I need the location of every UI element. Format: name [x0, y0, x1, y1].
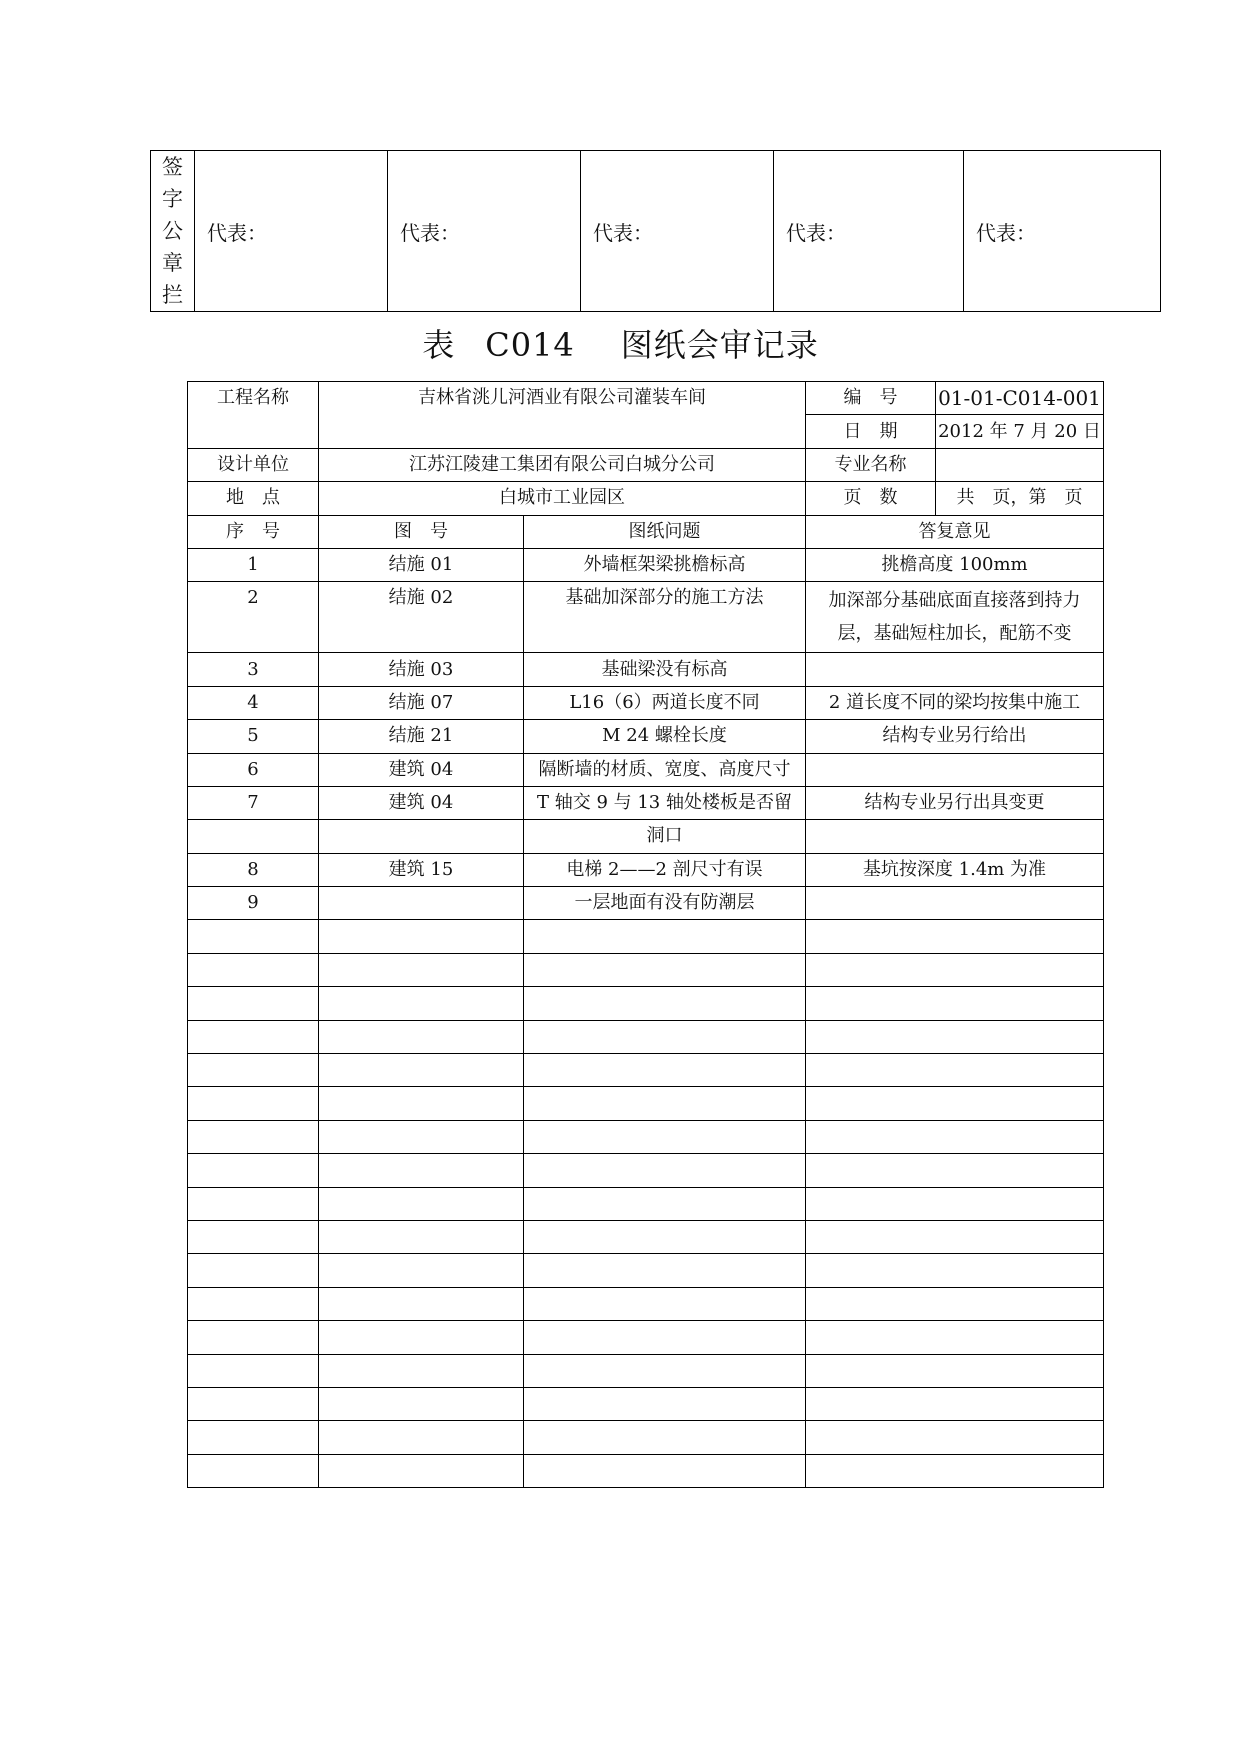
empty-cell	[524, 1421, 806, 1454]
project-name-label: 工程名称	[188, 382, 319, 449]
empty-cell	[188, 1354, 319, 1387]
empty-cell	[806, 1087, 1104, 1120]
table-row: 3 结施 03 基础梁没有标高	[188, 653, 1104, 686]
signature-label: 签 字 公 章 拦	[151, 151, 195, 312]
empty-cell	[806, 1187, 1104, 1220]
page-title	[0, 320, 1241, 366]
location-value: 白城市工业园区	[319, 482, 806, 515]
empty-row	[188, 920, 1104, 953]
empty-cell	[524, 1254, 806, 1287]
empty-row	[188, 1354, 1104, 1387]
empty-cell	[319, 1187, 524, 1220]
empty-cell	[188, 953, 319, 986]
date-label: 日 期	[806, 415, 936, 448]
empty-cell	[806, 1387, 1104, 1420]
empty-cell	[524, 953, 806, 986]
empty-row	[188, 1321, 1104, 1354]
column-header-no: 序 号	[188, 515, 319, 548]
reply-cell: 加深部分基础底面直接落到持力 层，基础短柱加长，配筋不变	[806, 582, 1104, 653]
empty-cell	[188, 1054, 319, 1087]
empty-cell	[806, 1020, 1104, 1053]
empty-cell	[319, 1254, 524, 1287]
empty-cell	[188, 1020, 319, 1053]
empty-cell	[524, 1187, 806, 1220]
empty-row	[188, 1454, 1104, 1487]
representative-cell-2: 代表：	[388, 151, 581, 312]
empty-cell	[188, 1220, 319, 1253]
empty-cell	[806, 1054, 1104, 1087]
empty-cell	[188, 1187, 319, 1220]
empty-row	[188, 1087, 1104, 1120]
representative-cell-4: 代表：	[774, 151, 964, 312]
table-row: 5 结施 21 M 24 螺栓长度 结构专业另行给出	[188, 720, 1104, 753]
table-row: 6 建筑 04 隔断墙的材质、宽度、高度尺寸	[188, 753, 1104, 786]
project-name-value: 吉林省洮儿河酒业有限公司灌装车间	[319, 382, 806, 449]
empty-row	[188, 1287, 1104, 1320]
empty-cell	[806, 1354, 1104, 1387]
empty-cell	[524, 1054, 806, 1087]
title-code: C014	[485, 326, 575, 364]
empty-cell	[319, 953, 524, 986]
empty-cell	[319, 1387, 524, 1420]
table-row: 9 一层地面有没有防潮层	[188, 887, 1104, 920]
column-header-drawing: 图 号	[319, 515, 524, 548]
pages-label: 页 数	[806, 482, 936, 515]
empty-cell	[524, 1154, 806, 1187]
empty-cell	[806, 1154, 1104, 1187]
empty-cell	[806, 953, 1104, 986]
date-value: 2012 年 7 月 20 日	[936, 415, 1104, 448]
table-row: 2 结施 02 基础加深部分的施工方法 加深部分基础底面直接落到持力 层，基础短柱加长，配筋不变	[188, 582, 1104, 653]
empty-cell	[319, 987, 524, 1020]
empty-cell	[188, 1321, 319, 1354]
empty-cell	[319, 1421, 524, 1454]
specialty-value	[936, 448, 1104, 481]
empty-cell	[806, 1287, 1104, 1320]
empty-cell	[319, 1120, 524, 1153]
empty-cell	[188, 1421, 319, 1454]
empty-row	[188, 987, 1104, 1020]
representative-cell-3: 代表：	[581, 151, 774, 312]
empty-cell	[319, 1087, 524, 1120]
representative-cell-5: 代表：	[964, 151, 1161, 312]
empty-cell	[524, 1120, 806, 1153]
table-row: 4 结施 07 L16（6）两道长度不同 2 道长度不同的梁均按集中施工	[188, 686, 1104, 719]
empty-cell	[188, 1087, 319, 1120]
empty-cell	[319, 1287, 524, 1320]
empty-cell	[524, 1387, 806, 1420]
empty-row	[188, 1020, 1104, 1053]
empty-cell	[188, 1254, 319, 1287]
empty-cell	[524, 1454, 806, 1487]
empty-cell	[524, 1354, 806, 1387]
empty-row	[188, 1254, 1104, 1287]
empty-row	[188, 1187, 1104, 1220]
location-label: 地 点	[188, 482, 319, 515]
empty-row	[188, 1220, 1104, 1253]
title-name: 图纸会审记录	[620, 326, 819, 364]
column-header-issue: 图纸问题	[524, 515, 806, 548]
empty-cell	[806, 1321, 1104, 1354]
empty-cell	[188, 1387, 319, 1420]
number-value: 01-01-C014-001	[936, 382, 1104, 415]
empty-cell	[806, 1454, 1104, 1487]
empty-cell	[524, 920, 806, 953]
empty-row	[188, 1054, 1104, 1087]
drawing-review-table	[187, 381, 1104, 1488]
signature-table	[150, 150, 1161, 312]
number-label: 编 号	[806, 382, 936, 415]
empty-cell	[319, 1020, 524, 1053]
empty-cell	[524, 987, 806, 1020]
representative-cell-1: 代表：	[195, 151, 388, 312]
empty-cell	[806, 987, 1104, 1020]
table-row: 7 建筑 04 T 轴交 9 与 13 轴处楼板是否留 结构专业另行出具变更	[188, 786, 1104, 819]
empty-cell	[524, 1220, 806, 1253]
table-row: 1 结施 01 外墙框架梁挑檐标高 挑檐高度 100mm	[188, 548, 1104, 581]
empty-cell	[806, 1254, 1104, 1287]
empty-cell	[806, 1421, 1104, 1454]
title-prefix: 表	[422, 326, 456, 364]
empty-cell	[188, 1287, 319, 1320]
empty-cell	[188, 920, 319, 953]
specialty-label: 专业名称	[806, 448, 936, 481]
empty-cell	[806, 1220, 1104, 1253]
design-unit-value: 江苏江陵建工集团有限公司白城分公司	[319, 448, 806, 481]
empty-cell	[188, 1120, 319, 1153]
empty-cell	[524, 1087, 806, 1120]
empty-cell	[524, 1020, 806, 1053]
empty-cell	[319, 1220, 524, 1253]
empty-row	[188, 1120, 1104, 1153]
empty-cell	[319, 1154, 524, 1187]
table-row: 8 建筑 15 电梯 2——2 剖尺寸有误 基坑按深度 1.4m 为准	[188, 853, 1104, 886]
empty-cell	[319, 1321, 524, 1354]
column-header-reply: 答复意见	[806, 515, 1104, 548]
empty-cell	[188, 1154, 319, 1187]
empty-cell	[319, 1454, 524, 1487]
table-row: 洞口	[188, 820, 1104, 853]
empty-cell	[524, 1321, 806, 1354]
empty-cell	[319, 1354, 524, 1387]
empty-cell	[806, 1120, 1104, 1153]
design-unit-label: 设计单位	[188, 448, 319, 481]
empty-row	[188, 953, 1104, 986]
empty-row	[188, 1421, 1104, 1454]
empty-cell	[319, 920, 524, 953]
pages-value: 共 页，第 页	[936, 482, 1104, 515]
empty-row	[188, 1154, 1104, 1187]
empty-cell	[188, 987, 319, 1020]
empty-row	[188, 1387, 1104, 1420]
empty-cell	[806, 920, 1104, 953]
empty-cell	[188, 1454, 319, 1487]
empty-cell	[524, 1287, 806, 1320]
empty-cell	[319, 1054, 524, 1087]
